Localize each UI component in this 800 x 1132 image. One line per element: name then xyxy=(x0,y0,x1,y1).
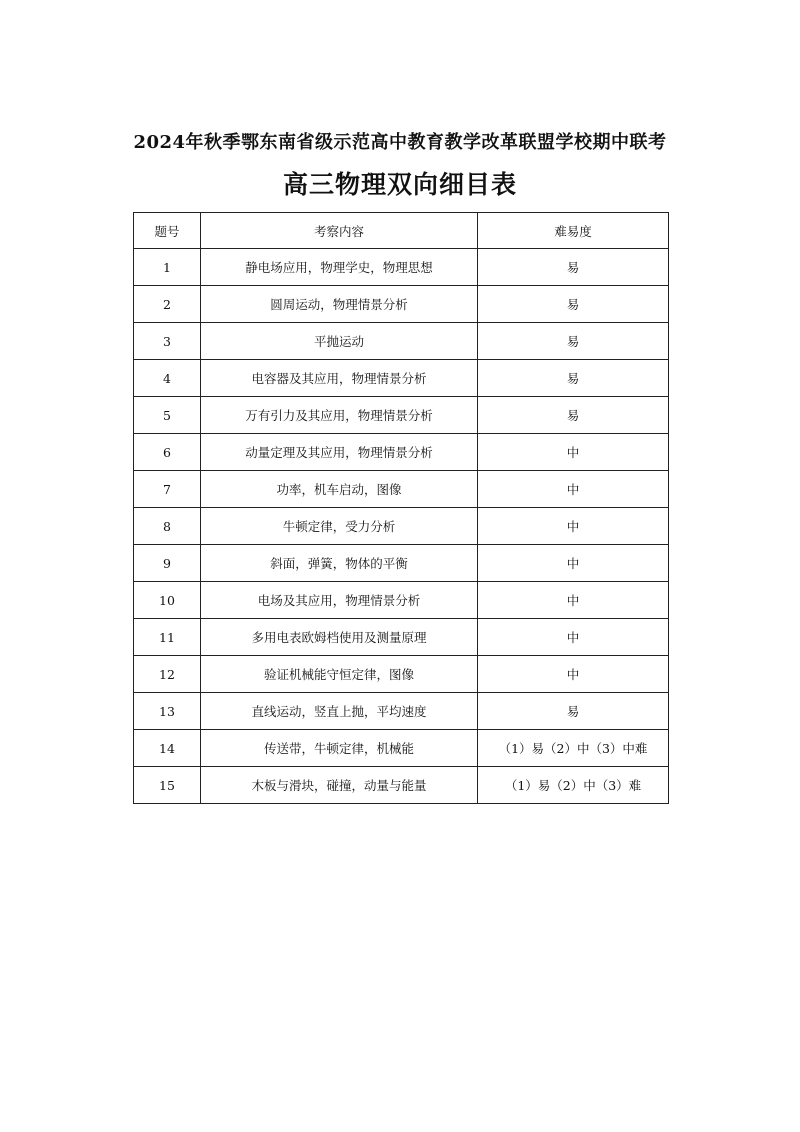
table-row xyxy=(134,582,669,619)
question-number: 13 xyxy=(134,693,201,730)
table-title: 高三物理双向细目表 xyxy=(282,170,517,199)
question-difficulty: 易 xyxy=(478,360,669,397)
table-row xyxy=(134,656,669,693)
question-number: 12 xyxy=(134,656,201,693)
question-content: 平抛运动 xyxy=(201,323,478,360)
document-header xyxy=(0,128,800,200)
question-content: 斜面，弹簧，物体的平衡 xyxy=(201,545,478,582)
question-content: 传送带，牛顿定律，机械能 xyxy=(201,730,478,767)
question-difficulty: 中 xyxy=(478,434,669,471)
question-number: 2 xyxy=(134,286,201,323)
table-row xyxy=(134,397,669,434)
header-content: 考察内容 xyxy=(201,213,478,249)
question-number: 15 xyxy=(134,767,201,804)
table-row xyxy=(134,360,669,397)
table-row xyxy=(134,434,669,471)
question-content: 木板与滑块，碰撞，动量与能量 xyxy=(201,767,478,804)
table-row xyxy=(134,545,669,582)
table-row xyxy=(134,323,669,360)
table-row xyxy=(134,471,669,508)
header-number: 题号 xyxy=(134,213,201,249)
question-difficulty: 易 xyxy=(478,323,669,360)
question-content: 直线运动，竖直上抛，平均速度 xyxy=(201,693,478,730)
question-difficulty: 易 xyxy=(478,286,669,323)
question-number: 5 xyxy=(134,397,201,434)
question-content: 牛顿定律，受力分析 xyxy=(201,508,478,545)
question-difficulty: 中 xyxy=(478,656,669,693)
question-number: 6 xyxy=(134,434,201,471)
question-difficulty: 易 xyxy=(478,397,669,434)
question-content: 多用电表欧姆档使用及测量原理 xyxy=(201,619,478,656)
question-number: 1 xyxy=(134,249,201,286)
question-content: 静电场应用，物理学史，物理思想 xyxy=(201,249,478,286)
question-content: 验证机械能守恒定律，图像 xyxy=(201,656,478,693)
question-number: 11 xyxy=(134,619,201,656)
question-content: 动量定理及其应用，物理情景分析 xyxy=(201,434,478,471)
question-difficulty: （1）易（2）中（3）中难 xyxy=(478,730,669,767)
table-header-row xyxy=(134,213,669,249)
question-content: 电场及其应用，物理情景分析 xyxy=(201,582,478,619)
question-difficulty: 中 xyxy=(478,619,669,656)
table-row xyxy=(134,249,669,286)
table-row xyxy=(134,730,669,767)
question-difficulty: 中 xyxy=(478,508,669,545)
table-row xyxy=(134,693,669,730)
question-content: 功率，机车启动，图像 xyxy=(201,471,478,508)
question-number: 14 xyxy=(134,730,201,767)
question-number: 8 xyxy=(134,508,201,545)
question-content: 万有引力及其应用，物理情景分析 xyxy=(201,397,478,434)
header-difficulty: 难易度 xyxy=(478,213,669,249)
question-number: 9 xyxy=(134,545,201,582)
question-difficulty: （1）易（2）中（3）难 xyxy=(478,767,669,804)
table-row xyxy=(134,508,669,545)
question-number: 7 xyxy=(134,471,201,508)
question-difficulty: 中 xyxy=(478,582,669,619)
question-content: 电容器及其应用，物理情景分析 xyxy=(201,360,478,397)
table-row xyxy=(134,286,669,323)
question-difficulty: 中 xyxy=(478,545,669,582)
question-difficulty: 易 xyxy=(478,249,669,286)
table-row xyxy=(134,767,669,804)
question-number: 4 xyxy=(134,360,201,397)
exam-title: 2024年秋季鄂东南省级示范高中教育教学改革联盟学校期中联考 xyxy=(133,132,667,153)
question-difficulty: 中 xyxy=(478,471,669,508)
question-difficulty: 易 xyxy=(478,693,669,730)
specification-table xyxy=(133,212,669,804)
question-content: 圆周运动，物理情景分析 xyxy=(201,286,478,323)
table-row xyxy=(134,619,669,656)
question-number: 3 xyxy=(134,323,201,360)
question-number: 10 xyxy=(134,582,201,619)
